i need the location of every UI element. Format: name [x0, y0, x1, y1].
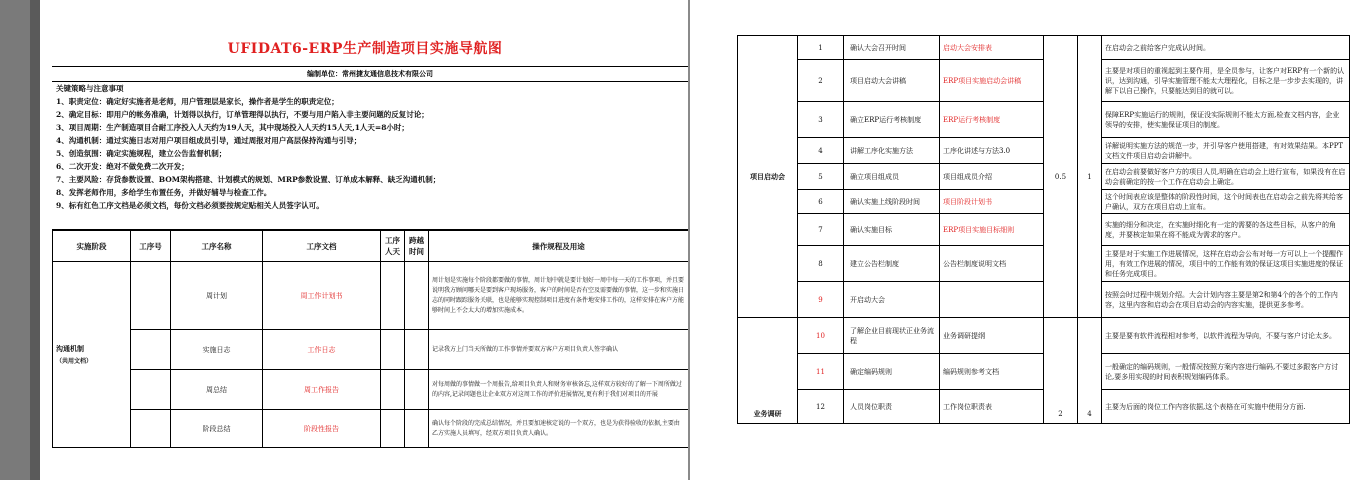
- strategy-item: 4、沟通机制：通过实施日志对用户项目组成员引导，通过周报对用户高层保持沟通与引导；: [56, 136, 362, 145]
- process-doc: ERP项目实施目标细则: [940, 214, 1044, 246]
- process-name: 周总结: [171, 370, 263, 410]
- span-cell: 4: [1078, 318, 1102, 424]
- seq-cell: 3: [798, 102, 844, 138]
- process-desc: 周计划是实施每个阶段都要做的事情，周计划中就是要计划好一周中每一天的工作事项，并且要说明我方顾问哪天是要到客户现场服务，客户的时间是否有空及需要做的事情，这一步和实施日志的同时跟踪服务关联，也是能够实现控制项目进度有条件地安排工作的，这样安排在客户方能够时间上不会太大的增加实施成本。: [429, 262, 689, 330]
- header-seq: 工序号: [131, 231, 171, 262]
- table-row: [738, 36, 1350, 60]
- process-table: [52, 230, 689, 448]
- process-doc: 工序化讲述与方法3.0: [940, 138, 1044, 164]
- process-doc: 阶段性报告: [263, 410, 381, 448]
- phase-note: （共用文档）: [56, 357, 93, 365]
- span-cell: [405, 370, 429, 410]
- seq-cell: 12: [798, 390, 844, 424]
- strategy-item: 8、发挥老师作用，多给学生布置任务，并做好辅导与检查工作。: [56, 188, 272, 197]
- seq-cell: 5: [798, 164, 844, 190]
- process-name: 确立ERP运行考核制度: [844, 102, 940, 138]
- days-cell: 2: [1044, 318, 1078, 424]
- strategy-item: 5、创造氛围：确定实施规程，建立公告监督机制；: [56, 149, 227, 158]
- phase-label: 沟通机制: [56, 343, 84, 353]
- process-doc: 启动大会安排表: [940, 36, 1044, 60]
- table-header-row: [53, 231, 689, 262]
- phase-cell: 项目启动会: [738, 36, 798, 318]
- process-desc: 按照会时过程中规划介绍。大会计划内容主要是第2和第4个的各个的工作内容，这里内容和启动会在项目启动会的内容实施，提供更多参考。: [1102, 282, 1350, 318]
- editor-line: 编制单位：常州捷友通信息技术有限公司: [52, 66, 688, 82]
- strategy-item: 9、标有红色工序文档是必须文档，每份文档必须要按规定贴相关人员签字认可。: [56, 201, 324, 210]
- header-name: 工序名称: [171, 231, 263, 262]
- process-desc: 主要是要有软件流程相对参考，以软件流程为导向，不要与客户讨论太多。: [1102, 318, 1350, 354]
- process-doc: 周工作计划书: [263, 262, 381, 330]
- header-desc: 操作规程及用途: [429, 231, 689, 262]
- seq-cell: [131, 370, 171, 410]
- process-name: 建立公告栏制度: [844, 246, 940, 282]
- seq-cell: 6: [798, 190, 844, 214]
- process-name: 人员岗位职责: [844, 390, 940, 424]
- process-desc: 主要为后面的岗位工作内容依据,这个表格在可实施中使用分方面.: [1102, 390, 1350, 424]
- days-cell: 0.5: [1044, 36, 1078, 318]
- phase-cell: 业务调研: [738, 318, 798, 424]
- strategy-item: 3、项目周期：生产制造项目合耐工序投入人天约为19人天，其中现场投入人天约15人天,1人天=8小时；: [56, 123, 409, 132]
- process-name: 项目启动大会讲稿: [844, 60, 940, 102]
- document-page-left: [40, 0, 690, 480]
- process-name: 确认实施上线阶段时间: [844, 190, 940, 214]
- process-desc: 实施的细分和决定，在实施时细化有一定的需要的各这些目标，从客户的角度，并要核定如果在将不能成为需求的客户。: [1102, 214, 1350, 246]
- process-desc: 主要是对于实施工作进展情况，这样在启动会公布对每一方可以上一个提醒作用，有效工作进展的情况，项目中的工作能有效的保证这项目实施进度的保证和任务完成项目。: [1102, 246, 1350, 282]
- process-name: 周计划: [171, 262, 263, 330]
- days-cell: [381, 410, 405, 448]
- strategy-item: 6、二次开发：绝对不做免费二次开发；: [56, 162, 189, 171]
- process-doc: [940, 282, 1044, 318]
- span-cell: [405, 262, 429, 330]
- process-desc: 记录我方上门当天所做的工作事情并要双方客户方项目负责人签字确认: [429, 330, 689, 370]
- span-cell: 1: [1078, 36, 1102, 318]
- header-days: 工序人天: [381, 231, 405, 262]
- process-name: 确认实施目标: [844, 214, 940, 246]
- seq-cell: 7: [798, 214, 844, 246]
- seq-cell: 8: [798, 246, 844, 282]
- strategy-item: 2、确定目标：即用户的帐务准确，计划得以执行，订单管理得以执行，不要与用户陷入非主要问题的反复讨论；: [56, 110, 429, 119]
- viewer-edge: [30, 0, 40, 480]
- header-span: 跨越时间: [405, 231, 429, 262]
- process-doc: ERP运行考核制度: [940, 102, 1044, 138]
- seq-cell: [131, 262, 171, 330]
- seq-cell: 4: [798, 138, 844, 164]
- table-row: [53, 330, 689, 370]
- header-doc: 工序文档: [263, 231, 381, 262]
- process-desc: 确认每个阶段的完成总结情况，并且要加速核定说的一个双方，也是为获得验收的依据,主要由乙方实施人员填写，经双方项目负责人确认。: [429, 410, 689, 448]
- process-name: 确定编码规则: [844, 354, 940, 390]
- process-doc: 项目阶段计划书: [940, 190, 1044, 214]
- seq-cell: 9: [798, 282, 844, 318]
- process-name: 讲解工序化实施方法: [844, 138, 940, 164]
- table-row: [53, 410, 689, 448]
- document-title: UFIDAT6-ERP生产制造项目实施导航图: [227, 41, 503, 57]
- process-doc: ERP项目实施启动会讲稿: [940, 60, 1044, 102]
- process-doc: 公告栏制度说明文档: [940, 246, 1044, 282]
- process-desc: 在启动会前要做好客户方的项目人员,明确在启动会上进行宣布，如果没有在启动会前确定的按一个工作在启动会上确定。: [1102, 164, 1350, 190]
- seq-cell: 1: [798, 36, 844, 60]
- seq-cell: [131, 410, 171, 448]
- process-doc: 编码规则参考文档: [940, 354, 1044, 390]
- process-doc: 项目组成员介绍: [940, 164, 1044, 190]
- process-name: 确立项目组成员: [844, 164, 940, 190]
- document-page-right: [690, 0, 1366, 480]
- process-desc: 这个时间表应该是整体的阶段性时间，这个时间表也在启动会之前先将其给客户确认，双方在项目启动上宣布。: [1102, 190, 1350, 214]
- span-cell: [405, 410, 429, 448]
- seq-cell: 2: [798, 60, 844, 102]
- process-name: 开启动大会: [844, 282, 940, 318]
- days-cell: [381, 370, 405, 410]
- header-phase: 实施阶段: [53, 231, 131, 262]
- process-desc: 一般确定的编码规则，一般情况按照方案内容进行编码,不要过多跟客户方讨论,要多用实现的时间表积规划编码体系。: [1102, 354, 1350, 390]
- process-desc: 在启动会之前给客户完成认时间。: [1102, 36, 1350, 60]
- process-desc: 主要是对项目的重视起到主要作用，是全员参与，让客户对ERP有一个新的认识，达到沟通，引导实施管理不能太大理程化，目标之是一步步去实现的，讲解下以自己操作，只要能达到目的就可以。: [1102, 60, 1350, 102]
- process-name: 阶段总结: [171, 410, 263, 448]
- seq-cell: [131, 330, 171, 370]
- process-name: 确认大会召开时间: [844, 36, 940, 60]
- process-name: 实施日志: [171, 330, 263, 370]
- phase-cell: [53, 262, 131, 448]
- days-cell: [381, 330, 405, 370]
- process-doc: 工作岗位职责表: [940, 390, 1044, 424]
- process-name: 了解企业目前现状正业务流程: [844, 318, 940, 354]
- process-doc: 工作日志: [263, 330, 381, 370]
- days-cell: [381, 262, 405, 330]
- process-desc: 详解说明实施方法的规范一步，并引导客户使用搭建，有对效果结果。本PPT文档文件项目启动会讲解中。: [1102, 138, 1350, 164]
- strategy-item: 1、职责定位：确定好实施者是老师，用户管理层是家长，操作者是学生的职责定位；: [56, 97, 339, 106]
- table-row: [738, 318, 1350, 354]
- strategy-section: [52, 80, 688, 230]
- process-desc: 对每周做的事情做一个周报告,给项目负责人和财务审核备忘,这样双方较好的了解一下周所做过的内容,记录问题也让企业双方对这周工作的评价进展情况,更有利于我们对项目的开展: [429, 370, 689, 410]
- process-desc: 保障ERP实施运行的规则，保证没实际规则不能太方面,检查文档内容，企业领导的安排，使实施保证项目的制度。: [1102, 102, 1350, 138]
- table-row: [53, 262, 689, 330]
- table-row: [53, 370, 689, 410]
- strategy-title: 关键策略与注意事项: [56, 84, 124, 93]
- process-doc: 周工作报告: [263, 370, 381, 410]
- seq-cell: 11: [798, 354, 844, 390]
- strategy-item: 7、主要风险：存货参数设置、BOM架构搭建、计划模式的规划、MRP参数设置、订单成本解释、缺乏沟通机制；: [56, 175, 441, 184]
- span-cell: [405, 330, 429, 370]
- process-table-continued: [737, 35, 1350, 424]
- seq-cell: 10: [798, 318, 844, 354]
- process-doc: 业务调研提纲: [940, 318, 1044, 354]
